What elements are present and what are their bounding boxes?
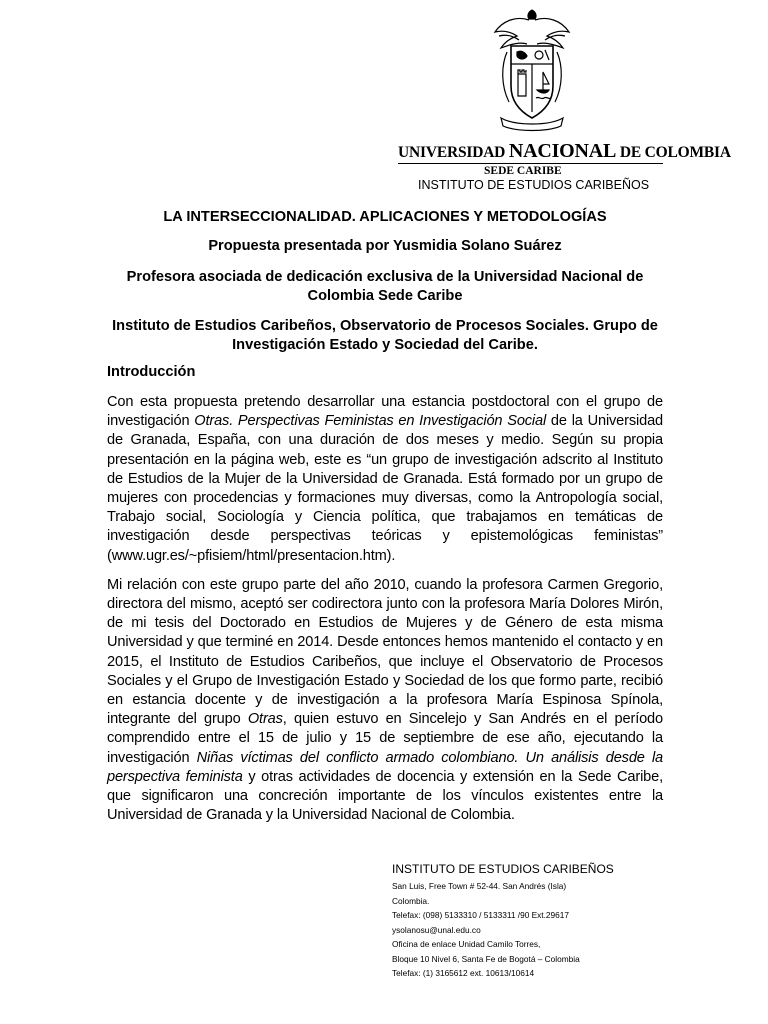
header-rule bbox=[398, 163, 663, 164]
sede-label: SEDE CARIBE bbox=[484, 165, 562, 177]
university-crest-logo bbox=[491, 6, 573, 134]
paragraph-1 bbox=[107, 393, 663, 566]
author-affiliation: Profesora asociada de dedicación exclusiva de la Universidad Nacional de Colombia Sede Caribe bbox=[126, 269, 644, 304]
university-name-prefix: UNIVERSIDAD bbox=[398, 144, 509, 161]
footer-country-line: Colombia. bbox=[392, 895, 430, 906]
university-name-main: NACIONAL bbox=[508, 140, 617, 162]
research-group: Instituto de Estudios Caribeños, Observatorio de Procesos Sociales. Grupo de Investigación Estado y Sociedad del Caribe. bbox=[112, 318, 658, 353]
footer-email-link[interactable]: ysolanosu@unal.edu.co bbox=[392, 924, 481, 935]
paragraph-2-text-c: , quien estuvo en Sincelejo y San Andrés en el período comprendido entre el 15 de julio y 15 de septiembre de ese año, ejecutando la investigación bbox=[107, 711, 663, 766]
footer-office-telefax-line: Telefax: (1) 3165612 ext. 10613/10614 bbox=[392, 968, 535, 978]
university-name-suffix: DE COLOMBIA bbox=[616, 144, 731, 161]
paragraph-2-group-name: Otras bbox=[247, 711, 283, 728]
document-body bbox=[107, 208, 663, 835]
document-subtitle: Propuesta presentada por Yusmidia Solano Suárez bbox=[208, 238, 562, 254]
section-heading-introduccion: Introducción bbox=[107, 364, 196, 380]
paragraph-1-group-name: Otras. Perspectivas Feministas en Investigación Social bbox=[194, 413, 547, 430]
footer-contact bbox=[392, 862, 652, 981]
paragraph-2-research-title: Niñas víctimas del conflicto armado colombiano. Un análisis desde la perspectiva feminista bbox=[107, 749, 664, 785]
institute-header: INSTITUTO DE ESTUDIOS CARIBEÑOS bbox=[418, 178, 650, 192]
footer-office-address-line: Bloque 10 Nivel 6, Santa Fe de Bogotá – Colombia bbox=[392, 953, 580, 964]
footer-office-line: Oficina de enlace Unidad Camilo Torres, bbox=[392, 939, 541, 949]
paragraph-2-text-e: y otras actividades de docencia y extensión en la Sede Caribe, que significaron una concreción importante de los vínculos existentes entre la Universidad de Granada y la Universidad Nacional de Colombia. bbox=[107, 768, 663, 824]
paragraph-2 bbox=[107, 576, 663, 826]
footer-telefax-line: Telefax: (098) 5133310 / 5133311 /90 Ext.29617 bbox=[392, 910, 569, 920]
university-name bbox=[398, 140, 731, 163]
paragraph-1-text-c: de la Universidad de Granada, España, con una duración de dos meses y medio. Según su propia presentación en la página web, este es “un grupo de investigación adscrito al Instituto de Estudios de la Mujer de la Universidad de Granada. Está formado por un grupo de mujeres con procedencias y formaciones muy diversas, como la Antropología social, Trabajo social, Sociología y Ciencia política, que trabajamos en temáticas de investigación desde perspectivas teóricas y epistemológicas feministas” (www.ugr.es/~pfisiem/html/presentacion.htm). bbox=[107, 413, 663, 564]
paragraph-1-text-a: Con esta propuesta pretendo desarrollar una estancia postdoctoral con el grupo de investigación bbox=[107, 394, 663, 430]
document-title: LA INTERSECCIONALIDAD. APLICACIONES Y METODOLOGÍAS bbox=[163, 209, 607, 225]
footer-title: INSTITUTO DE ESTUDIOS CARIBEÑOS bbox=[392, 862, 614, 876]
footer-address-line: San Luis, Free Town # 52-44. San Andrés (Isla) bbox=[392, 881, 567, 891]
paragraph-2-text-a: Mi relación con este grupo parte del año 2010, cuando la profesora Carmen Gregorio, directora del mismo, aceptó ser codirectora junto con la profesora María Dolores Mirón, de mi tesis del Doctorado en Estudios de Mujeres y de Género de esta misma Universidad y que terminé en 2014. Desde entonces hemos mantenido el contacto y en 2015, el Instituto de Estudios Caribeños, que incluye el Observatorio de Procesos Sociales y el Grupo de Investigación Estado y Sociedad de los que formo parte, recibió en estancia docente y de investigación a la profesora María Espinosa Spínola, integrante del grupo bbox=[107, 576, 663, 728]
